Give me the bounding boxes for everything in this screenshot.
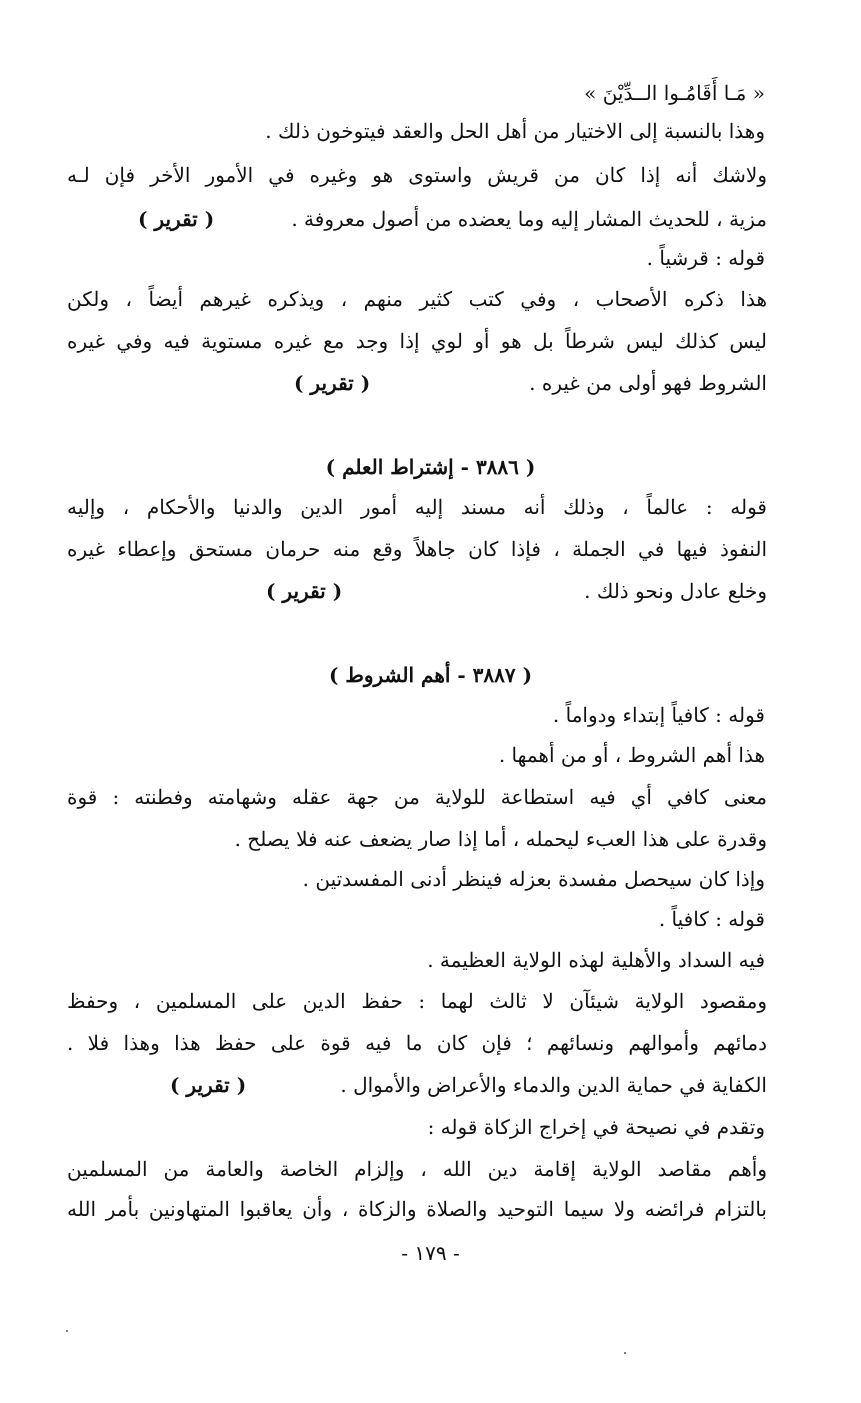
page-number: - ١٧٩ - (401, 1241, 460, 1265)
text-line: وإذا كان سيحصل مفسدة بعزله فينظر أدنى المفسدتين . (302, 867, 765, 891)
text-line: وقدرة على هذا العبء ليحمله ، أما إذا صار يضعف عنه فلا يصلح . (234, 827, 767, 851)
text-line: دمائهم وأموالهم ونسائهم ؛ فإن كان ما فيه قوة على حفظ هذا وهذا فلا . (67, 1031, 767, 1055)
text-line: قوله : كافياً إبتداء ودواماً . (552, 703, 765, 727)
text-line: هذا ذكره الأصحاب ، وفي كتب كثير منهم ، ويذكره غيرهم أيضاً ، ولكن (67, 287, 767, 311)
text-line: ليس كذلك ليس شرطاً بل هو أو لوي إذا وجد مع غيره مستوية فيه وفي غيره (67, 329, 767, 353)
section-heading: ( ٣٨٨٦ - إشتراط العلم ) (325, 455, 536, 479)
tag-taqrir: ( تقرير ) (266, 579, 343, 603)
text-line: وهذا بالنسبة إلى الاختيار من أهل الحل والعقد فيتوخون ذلك . (265, 119, 765, 143)
text-line: قوله : قرشياً . (646, 246, 765, 270)
text-line: الشروط فهو أولى من غيره . (529, 371, 767, 395)
text-line: وخلع عادل ونحو ذلك . (584, 579, 767, 603)
text-line: النفوذ فيها في الجملة ، فإذا كان جاهلاً وقع منه حرمان مستحق وإعطاء غيره (67, 537, 767, 561)
text-line: ومقصود الولاية شيئآن لا ثالث لهما : حفظ الدين على المسلمين ، وحفظ (67, 989, 767, 1013)
text-line: هذا أهم الشروط ، أو من أهمها . (498, 743, 765, 767)
section-heading: ( ٣٨٨٧ - أهم الشروط ) (328, 663, 533, 687)
text-line: بالتزام فرائضه ولا سيما التوحيد والصلاة والزكاة ، وأن يعاقبوا المتهاونين بأمر الله (67, 1197, 767, 1221)
text-line: مزية ، للحديث المشار إليه وما يعضده من أصول معروفة . (291, 207, 767, 231)
text-line: وتقدم في نصيحة في إخراج الزكاة قوله : (427, 1115, 765, 1139)
text-line: قوله : كافياً . (658, 907, 765, 931)
text-line: فيه السداد والأهلية لهذه الولاية العظيمة . (427, 948, 765, 972)
text-line: الكفاية في حماية الدين والدماء والأعراض والأموال . (340, 1073, 767, 1097)
tag-taqrir: ( تقرير ) (170, 1073, 247, 1097)
text-line: قوله : عالماً ، وذلك أنه مسند إليه أمور الدين والدنيا والأحكام ، وإليه (67, 495, 767, 519)
tag-taqrir: ( تقرير ) (294, 371, 371, 395)
text-line: معنى كافي أي فيه استطاعة للولاية من جهة عقله وشهامته وفطنته : قوة (67, 785, 767, 809)
scan-speck (66, 1330, 68, 1332)
running-head: « مَـا أَقَامُـوا الــدِّيْنَ » (584, 81, 765, 105)
text-line: ولاشك أنه إذا كان من قريش واستوى هو وغيره في الأمور الأخر فإن لـه (67, 163, 767, 187)
text-line: وأهم مقاصد الولاية إقامة دين الله ، وإلزام الخاصة والعامة من المسلمين (67, 1157, 767, 1181)
scan-speck (624, 1352, 626, 1354)
tag-taqrir: ( تقرير ) (138, 207, 215, 231)
